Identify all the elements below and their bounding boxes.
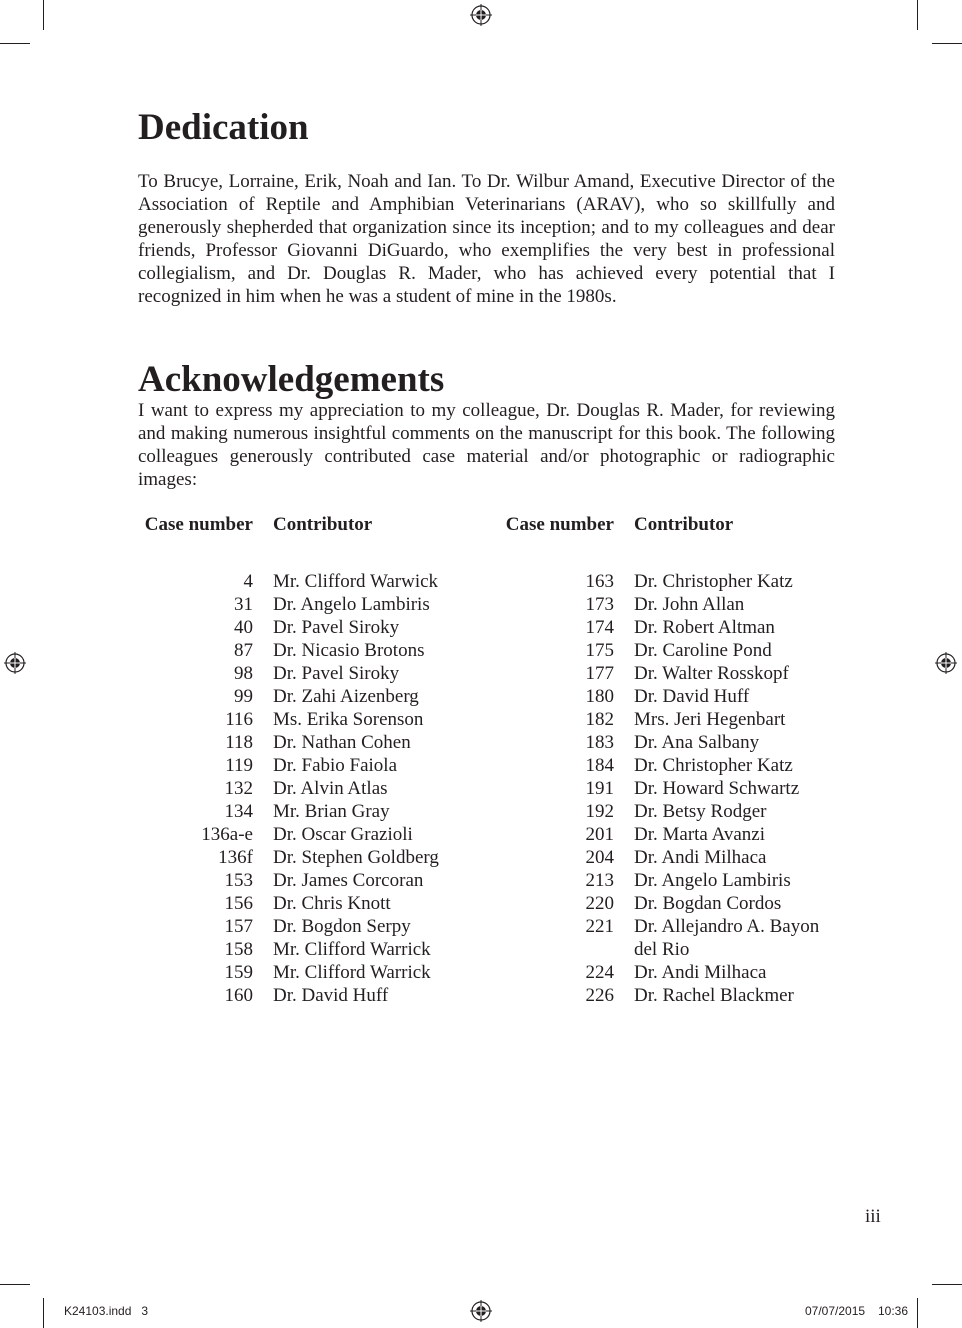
contributor-cell: Dr. Pavel Siroky <box>273 663 400 684</box>
case-number-cell: 87 <box>234 640 253 661</box>
table-row <box>499 892 834 915</box>
page-number: iii <box>865 1206 881 1227</box>
table-row <box>138 846 468 869</box>
case-number-cell: 183 <box>585 732 614 753</box>
contributor-cell: Dr. Robert Altman <box>634 617 775 638</box>
case-number-cell: 159 <box>224 962 253 983</box>
case-number-cell: 4 <box>243 571 253 592</box>
contributor-cell: Dr. David Huff <box>273 985 389 1006</box>
table-row <box>499 823 834 846</box>
contributor-cell: Dr. Rachel Blackmer <box>634 985 794 1006</box>
table-row <box>138 662 468 685</box>
table-row <box>499 915 834 961</box>
dedication-heading: Dedication <box>138 107 309 148</box>
case-number-cell: 119 <box>225 755 253 776</box>
case-number-cell: 158 <box>224 939 253 960</box>
table-row <box>138 823 468 846</box>
contributor-cell: Dr. Andi Milhaca <box>634 962 767 983</box>
case-number-cell: 163 <box>585 571 614 592</box>
case-number-cell: 213 <box>585 870 614 891</box>
contributor-cell: Dr. Zahi Aizenberg <box>273 686 419 707</box>
table-row <box>499 639 834 662</box>
case-number-cell: 184 <box>585 755 614 776</box>
table-header-row <box>499 513 834 536</box>
case-number-cell: 224 <box>585 962 614 983</box>
contributor-cell: Dr. Andi Milhaca <box>634 847 767 868</box>
table-row <box>499 777 834 800</box>
contributor-cell: Dr. Bogdan Cordos <box>634 893 782 914</box>
table-row <box>138 708 468 731</box>
contributor-cell: Dr. Howard Schwartz <box>634 778 800 799</box>
table-body <box>499 570 834 1007</box>
case-number-cell: 220 <box>585 893 614 914</box>
crop-mark <box>0 43 30 44</box>
table-row <box>138 938 468 961</box>
contributor-cell: Dr. Marta Avanzi <box>634 824 766 845</box>
crop-mark <box>0 1284 30 1285</box>
case-number-header: Case number <box>505 514 614 535</box>
contributor-cell: Dr. Christopher Katz <box>634 755 793 776</box>
contributor-header: Contributor <box>273 514 373 535</box>
table-row <box>138 869 468 892</box>
contributor-cell: Dr. Ana Salbany <box>634 732 760 753</box>
case-number-cell: 118 <box>225 732 253 753</box>
contributor-cell: Dr. Walter Rosskopf <box>634 663 789 684</box>
contributor-cell: Dr. Nathan Cohen <box>273 732 411 753</box>
contributor-header: Contributor <box>634 514 734 535</box>
case-number-cell: 180 <box>585 686 614 707</box>
contributor-cell: Dr. Bogdon Serpy <box>273 916 411 937</box>
registration-mark-icon <box>935 652 957 674</box>
case-number-cell: 177 <box>585 663 614 684</box>
case-number-cell: 134 <box>224 801 253 822</box>
table-row <box>138 915 468 938</box>
table-header-row <box>138 513 468 536</box>
case-number-cell: 192 <box>585 801 614 822</box>
case-number-cell: 156 <box>224 893 253 914</box>
contributor-cell: Dr. Nicasio Brotons <box>273 640 425 661</box>
crop-mark <box>43 0 44 30</box>
table-row <box>138 984 468 1007</box>
contributor-cell: Dr. Alvin Atlas <box>273 778 388 799</box>
acknowledgements-paragraph: I want to express my appreciation to my colleague, Dr. Douglas R. Mader, for reviewing and making numerous insightful comments on the manuscript for this book. The following colleagues generously contributed case material and/or photographic or radiographic images: <box>138 400 835 490</box>
contributor-cell: Dr. Oscar Grazioli <box>273 824 413 845</box>
table-row <box>499 662 834 685</box>
case-number-cell: 173 <box>585 594 614 615</box>
table-row <box>138 800 468 823</box>
case-number-cell: 174 <box>585 617 614 638</box>
case-number-cell: 136a-e <box>201 824 253 845</box>
table-row <box>499 616 834 639</box>
case-number-cell: 175 <box>585 640 614 661</box>
contributor-cell: Dr. Angelo Lambiris <box>634 870 791 891</box>
case-number-cell: 157 <box>224 916 253 937</box>
table-row <box>138 616 468 639</box>
crop-mark <box>917 1298 918 1328</box>
contributor-cell: Dr. James Corcoran <box>273 870 424 891</box>
contributor-cell: Dr. John Allan <box>634 594 745 615</box>
contributor-cell: Dr. Pavel Siroky <box>273 617 400 638</box>
table-row <box>499 846 834 869</box>
case-number-cell: 201 <box>585 824 614 845</box>
contributor-cell: Dr. Caroline Pond <box>634 640 772 661</box>
case-number-cell: 226 <box>585 985 614 1006</box>
crop-mark <box>917 0 918 30</box>
contributor-cell: Dr. Allejandro A. Bayon del Rio <box>634 916 820 960</box>
table-row <box>138 961 468 984</box>
case-number-cell: 191 <box>585 778 614 799</box>
contributors-table-left <box>138 513 468 1007</box>
contributor-cell: Dr. Fabio Faiola <box>273 755 398 776</box>
table-row <box>138 731 468 754</box>
case-number-cell: 204 <box>585 847 614 868</box>
case-number-cell: 221 <box>585 916 614 937</box>
slug-time: 10:36 <box>878 1304 909 1318</box>
case-number-cell: 182 <box>585 709 614 730</box>
registration-mark-icon <box>470 1300 492 1322</box>
case-number-cell: 153 <box>224 870 253 891</box>
table-row <box>499 570 834 593</box>
table-row <box>499 800 834 823</box>
contributor-cell: Dr. Angelo Lambiris <box>273 594 430 615</box>
table-row <box>138 685 468 708</box>
table-row <box>499 984 834 1007</box>
table-row <box>138 593 468 616</box>
table-row <box>499 961 834 984</box>
case-number-header: Case number <box>144 514 253 535</box>
registration-mark-icon <box>4 652 26 674</box>
table-row <box>499 869 834 892</box>
contributor-cell: Mr. Clifford Warwick <box>273 571 439 592</box>
contributor-cell: Mr. Clifford Warrick <box>273 962 431 983</box>
table-row <box>499 731 834 754</box>
case-number-cell: 31 <box>234 594 253 615</box>
contributor-cell: Dr. Stephen Goldberg <box>273 847 439 868</box>
table-body <box>138 570 468 1007</box>
dedication-paragraph: To Brucye, Lorraine, Erik, Noah and Ian. To Dr. Wilbur Amand, Executive Director of the Association of Reptile and Amphibian Veterinarians (ARAV), who so skillfully and generously shepherded that organization since its inception; and to my colleagues and dear friends, Professor Giovanni DiGuardo, who exemplifies the very best in professional collegialism, and Dr. Douglas R. Mader, who has achieved every potential that I recognized in him when he was a student of mine in the 1980s. <box>138 171 835 307</box>
contributor-cell: Mr. Brian Gray <box>273 801 390 822</box>
table-row <box>499 685 834 708</box>
contributor-cell: Mrs. Jeri Hegenbart <box>634 709 786 730</box>
contributor-cell: Dr. Betsy Rodger <box>634 801 767 822</box>
table-row <box>138 892 468 915</box>
crop-mark <box>932 43 962 44</box>
table-row <box>138 754 468 777</box>
registration-mark-icon <box>470 4 492 26</box>
contributor-cell: Dr. Chris Knott <box>273 893 391 914</box>
case-number-cell: 132 <box>224 778 253 799</box>
contributor-cell: Dr. Christopher Katz <box>634 571 793 592</box>
case-number-cell: 98 <box>234 663 253 684</box>
table-row <box>499 593 834 616</box>
table-row <box>499 708 834 731</box>
case-number-cell: 160 <box>224 985 253 1006</box>
crop-mark <box>43 1298 44 1328</box>
case-number-cell: 116 <box>225 709 253 730</box>
table-row <box>138 777 468 800</box>
acknowledgements-heading: Acknowledgements <box>138 359 445 400</box>
table-row <box>138 639 468 662</box>
case-number-cell: 99 <box>234 686 253 707</box>
contributor-cell: Mr. Clifford Warrick <box>273 939 431 960</box>
case-number-cell: 40 <box>234 617 253 638</box>
contributors-table-right <box>499 513 834 1007</box>
case-number-cell: 136f <box>218 847 253 868</box>
slug-date: 07/07/2015 <box>805 1304 866 1318</box>
table-row <box>138 570 468 593</box>
contributor-cell: Dr. David Huff <box>634 686 750 707</box>
slug-filename: K24103.indd 3 <box>64 1304 149 1318</box>
contributor-cell: Ms. Erika Sorenson <box>273 709 424 730</box>
crop-mark <box>932 1284 962 1285</box>
table-row <box>499 754 834 777</box>
